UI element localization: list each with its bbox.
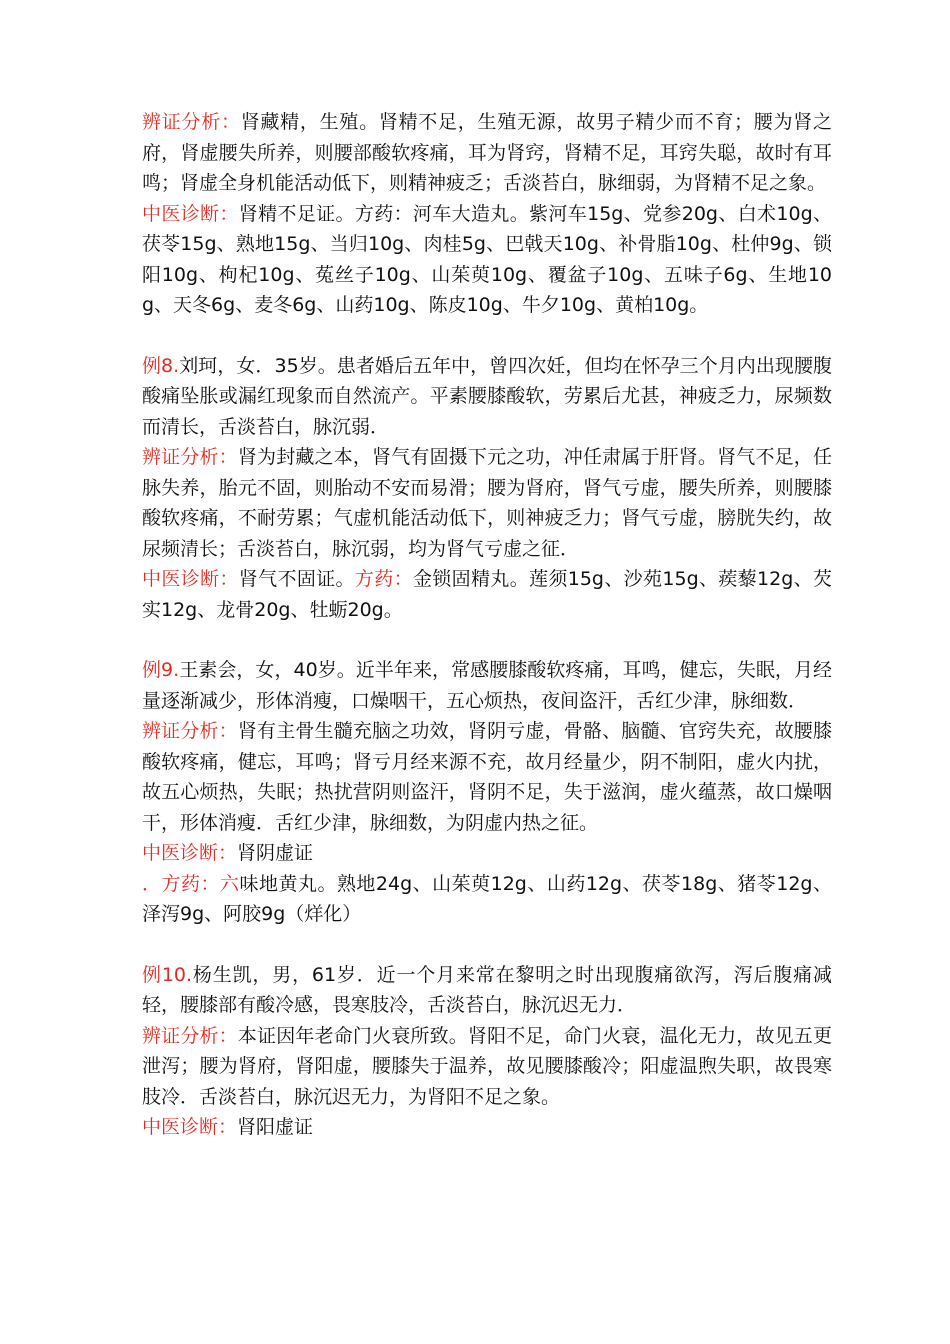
- case-intro-text: 刘珂，女．35岁。患者婚后五年中，曾四次妊，但均在怀孕三个月内出现腰腹酸痛坠胀或漏红现象而自然流产。平素腰膝酸软，劳累后尤甚，神疲乏力，尿频数而清长，舌淡苔白，脉沉弱．: [142, 354, 832, 438]
- formula-text: 金锁固精丸。莲须15g、沙苑15g、蒺藜12g、芡实12g、龙骨20g、牡蛎20g。: [142, 568, 832, 621]
- formula-label: 方药：: [354, 568, 413, 590]
- case-heading: 例8.: [142, 354, 180, 377]
- formula-label: 方药：: [161, 872, 220, 895]
- case10-intro: [142, 960, 832, 1021]
- case9-analysis: [142, 716, 832, 838]
- case8-analysis: [142, 442, 832, 564]
- case8-intro: [142, 351, 832, 443]
- formula-red-char: 六: [219, 872, 240, 895]
- diagnosis-text: 肾阴虚证: [237, 842, 314, 864]
- analysis-label: 辨证分析：: [142, 446, 238, 468]
- diagnosis-label: 中医诊断：: [142, 1116, 238, 1138]
- diagnosis-label: 中医诊断：: [142, 568, 239, 590]
- case7-analysis: [142, 107, 832, 199]
- case9-intro: [142, 655, 832, 716]
- analysis-text: 肾为封藏之本，肾气有固摄下元之功，冲任肃属于肝肾。肾气不足，任脉失养，胎元不固，则胎动不安而易滑；腰为肾府，肾气亏虚，腰失所养，则腰膝酸软疼痛，不耐劳累；气虚机能活动低下，则神疲乏力；肾气亏虚，膀胱失约，故尿频清长；舌淡苔白，脉沉弱，均为肾气亏虚之征．: [142, 446, 832, 560]
- case-intro-text: 杨生凯，男，61岁．近一个月来常在黎明之时出现腹痛欲泻，泻后腹痛减轻，腰膝部有酸冷感，畏寒肢冷，舌淡苔白，脉沉迟无力．: [142, 963, 832, 1016]
- diagnosis-label: 中医诊断：: [142, 202, 239, 225]
- diagnosis-text: 肾气不固证。: [238, 568, 355, 590]
- section-gap: [142, 625, 832, 655]
- case7-diagnosis: [142, 199, 832, 321]
- section-gap: [142, 321, 832, 351]
- analysis-text: 肾有主骨生髓充脑之功效，肾阴亏虚，骨骼、脑髓、官窍失充，故腰膝酸软疼痛，健忘，耳鸣；肾亏月经来源不充，故月经量少，阴不制阳，虚火内扰，故五心烦热，失眠；热扰营阴则盗汗，肾阴不足，失于滋润，虚火蕴蒸，故口燥咽干，形体消瘦．舌红少津，脉细数，为阴虚内热之征。: [142, 720, 832, 834]
- case8-diagnosis: [142, 564, 832, 625]
- case-heading: 例9.: [142, 659, 180, 681]
- analysis-label: 辨证分析：: [142, 111, 241, 133]
- case10-analysis: [142, 1021, 832, 1113]
- section-gap: [142, 930, 832, 960]
- diagnosis-label: 中医诊断：: [142, 842, 238, 864]
- analysis-text: 本证因年老命门火衰所致。肾阳不足，命门火衰，温化无力，故见五更泄泻；腰为肾府，肾阳虚，腰膝失于温养，故见腰膝酸冷；阳虚温煦失职，故畏寒肢冷．舌淡苔白，脉沉迟无力，为肾阳不足之象。: [142, 1024, 832, 1108]
- case-heading: 例10.: [142, 963, 193, 986]
- diagnosis-text: 肾精不足证。方药：河车大造丸。紫河车15g、党参20g、白术10g、茯苓15g、熟地15g、当归10g、肉桂5g、巴戟天10g、补骨脂10g、杜仲9g、锁阳10g、枸杞10g、菟丝子10g、山茱萸10g、覆盆子10g、五味子6g、生地10g、天冬6g、麦冬6g、山药10g、陈皮10g、牛夕10g、黄柏10g。: [142, 202, 832, 316]
- analysis-label: 辨证分析：: [142, 720, 238, 742]
- analysis-label: 辨证分析：: [142, 1024, 238, 1047]
- document-page: [142, 107, 832, 1143]
- analysis-text: 肾藏精，生殖。肾精不足，生殖无源，故男子精少而不育；腰为肾之府，肾虚腰失所养，则腰部酸软疼痛，耳为肾窍，肾精不足，耳窍失聪，故时有耳鸣；肾虚全身机能活动低下，则精神疲乏；舌淡苔白，脉细弱，为肾精不足之象。: [142, 111, 832, 194]
- diagnosis-text: 肾阳虚证: [237, 1116, 314, 1138]
- case9-formula: [142, 869, 832, 930]
- formula-prefix: ．: [142, 872, 162, 895]
- case9-diagnosis: [142, 838, 832, 869]
- case10-diagnosis: [142, 1112, 832, 1143]
- formula-text: 味地黄丸。熟地24g、山茱萸12g、山药12g、茯苓18g、猪苓12g、泽泻9g、阿胶9g（烊化）: [142, 872, 832, 925]
- case-intro-text: 王素会，女，40岁。近半年来，常感腰膝酸软疼痛，耳鸣，健忘，失眠，月经量逐渐减少，形体消瘦，口燥咽干，五心烦热，夜间盗汗，舌红少津，脉细数．: [142, 659, 832, 712]
